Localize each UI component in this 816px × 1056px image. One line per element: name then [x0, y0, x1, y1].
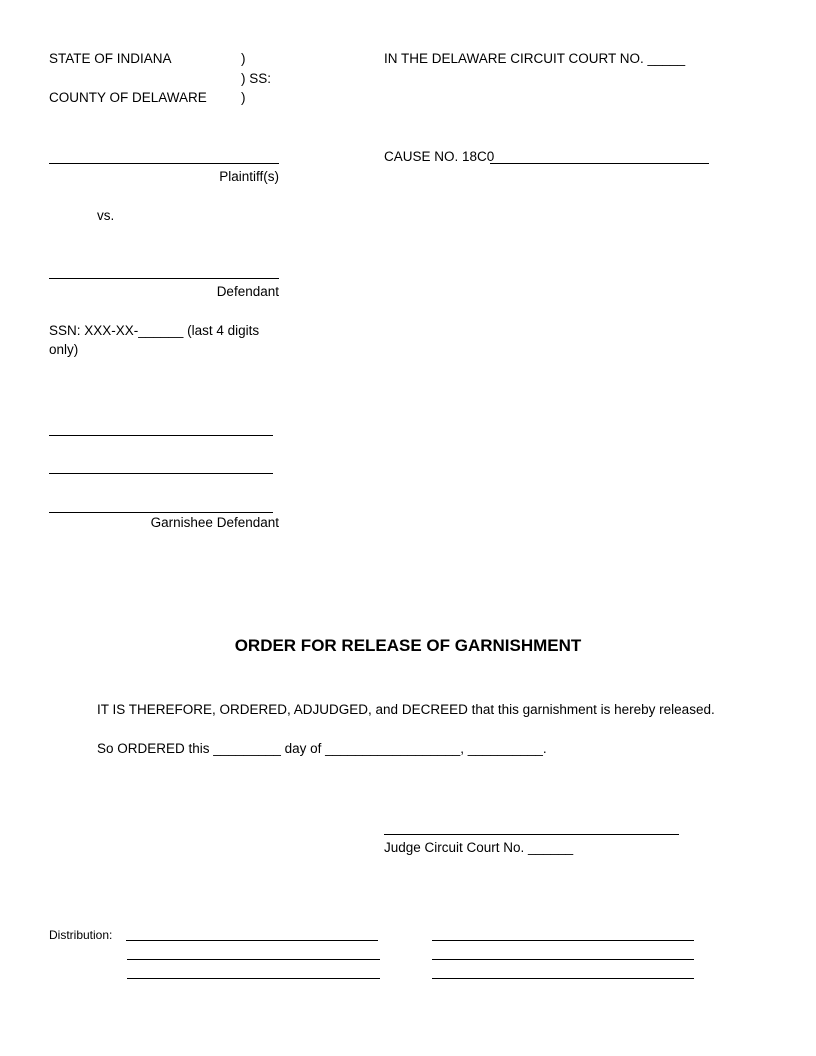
distribution-line[interactable] — [126, 940, 378, 941]
ssn-field: SSN: XXX-XX-______ (last 4 digits — [49, 323, 260, 338]
distribution-line[interactable] — [432, 978, 694, 979]
cause-number-label: CAUSE NO. 18C0 — [384, 149, 495, 164]
garnishee-line-3[interactable] — [49, 512, 273, 513]
ssn-field-cont: only) — [49, 342, 79, 357]
plaintiff-name-line[interactable] — [49, 163, 279, 164]
judge-signature-line[interactable] — [384, 834, 679, 835]
state-label: STATE OF INDIANA — [49, 51, 172, 66]
distribution-line[interactable] — [127, 959, 380, 960]
document-title: ORDER FOR RELEASE OF GARNISHMENT — [234, 636, 582, 655]
county-label: COUNTY OF DELAWARE — [49, 90, 207, 105]
caption-paren: ) — [241, 90, 246, 105]
court-heading: IN THE DELAWARE CIRCUIT COURT NO. _____ — [384, 51, 686, 66]
ss-label: ) SS: — [241, 71, 272, 86]
defendant-name-line[interactable] — [49, 278, 279, 279]
garnishee-line-1[interactable] — [49, 435, 273, 436]
versus-label: vs. — [97, 208, 115, 223]
caption-paren: ) — [241, 51, 246, 66]
garnishee-label: Garnishee Defendant — [150, 515, 279, 530]
distribution-line[interactable] — [432, 940, 694, 941]
order-text: IT IS THEREFORE, ORDERED, ADJUDGED, and DECREED that this garnishment is hereby released. — [97, 702, 715, 717]
judge-signature-label: Judge Circuit Court No. ______ — [384, 840, 574, 855]
so-ordered-line: So ORDERED this _________ day of __________________, __________. — [97, 741, 547, 756]
garnishee-line-2[interactable] — [49, 473, 273, 474]
defendant-label: Defendant — [216, 284, 279, 299]
plaintiff-label: Plaintiff(s) — [219, 169, 279, 184]
distribution-line[interactable] — [432, 959, 694, 960]
distribution-label: Distribution: — [49, 928, 113, 942]
distribution-line[interactable] — [127, 978, 380, 979]
cause-number-line[interactable] — [490, 163, 709, 164]
